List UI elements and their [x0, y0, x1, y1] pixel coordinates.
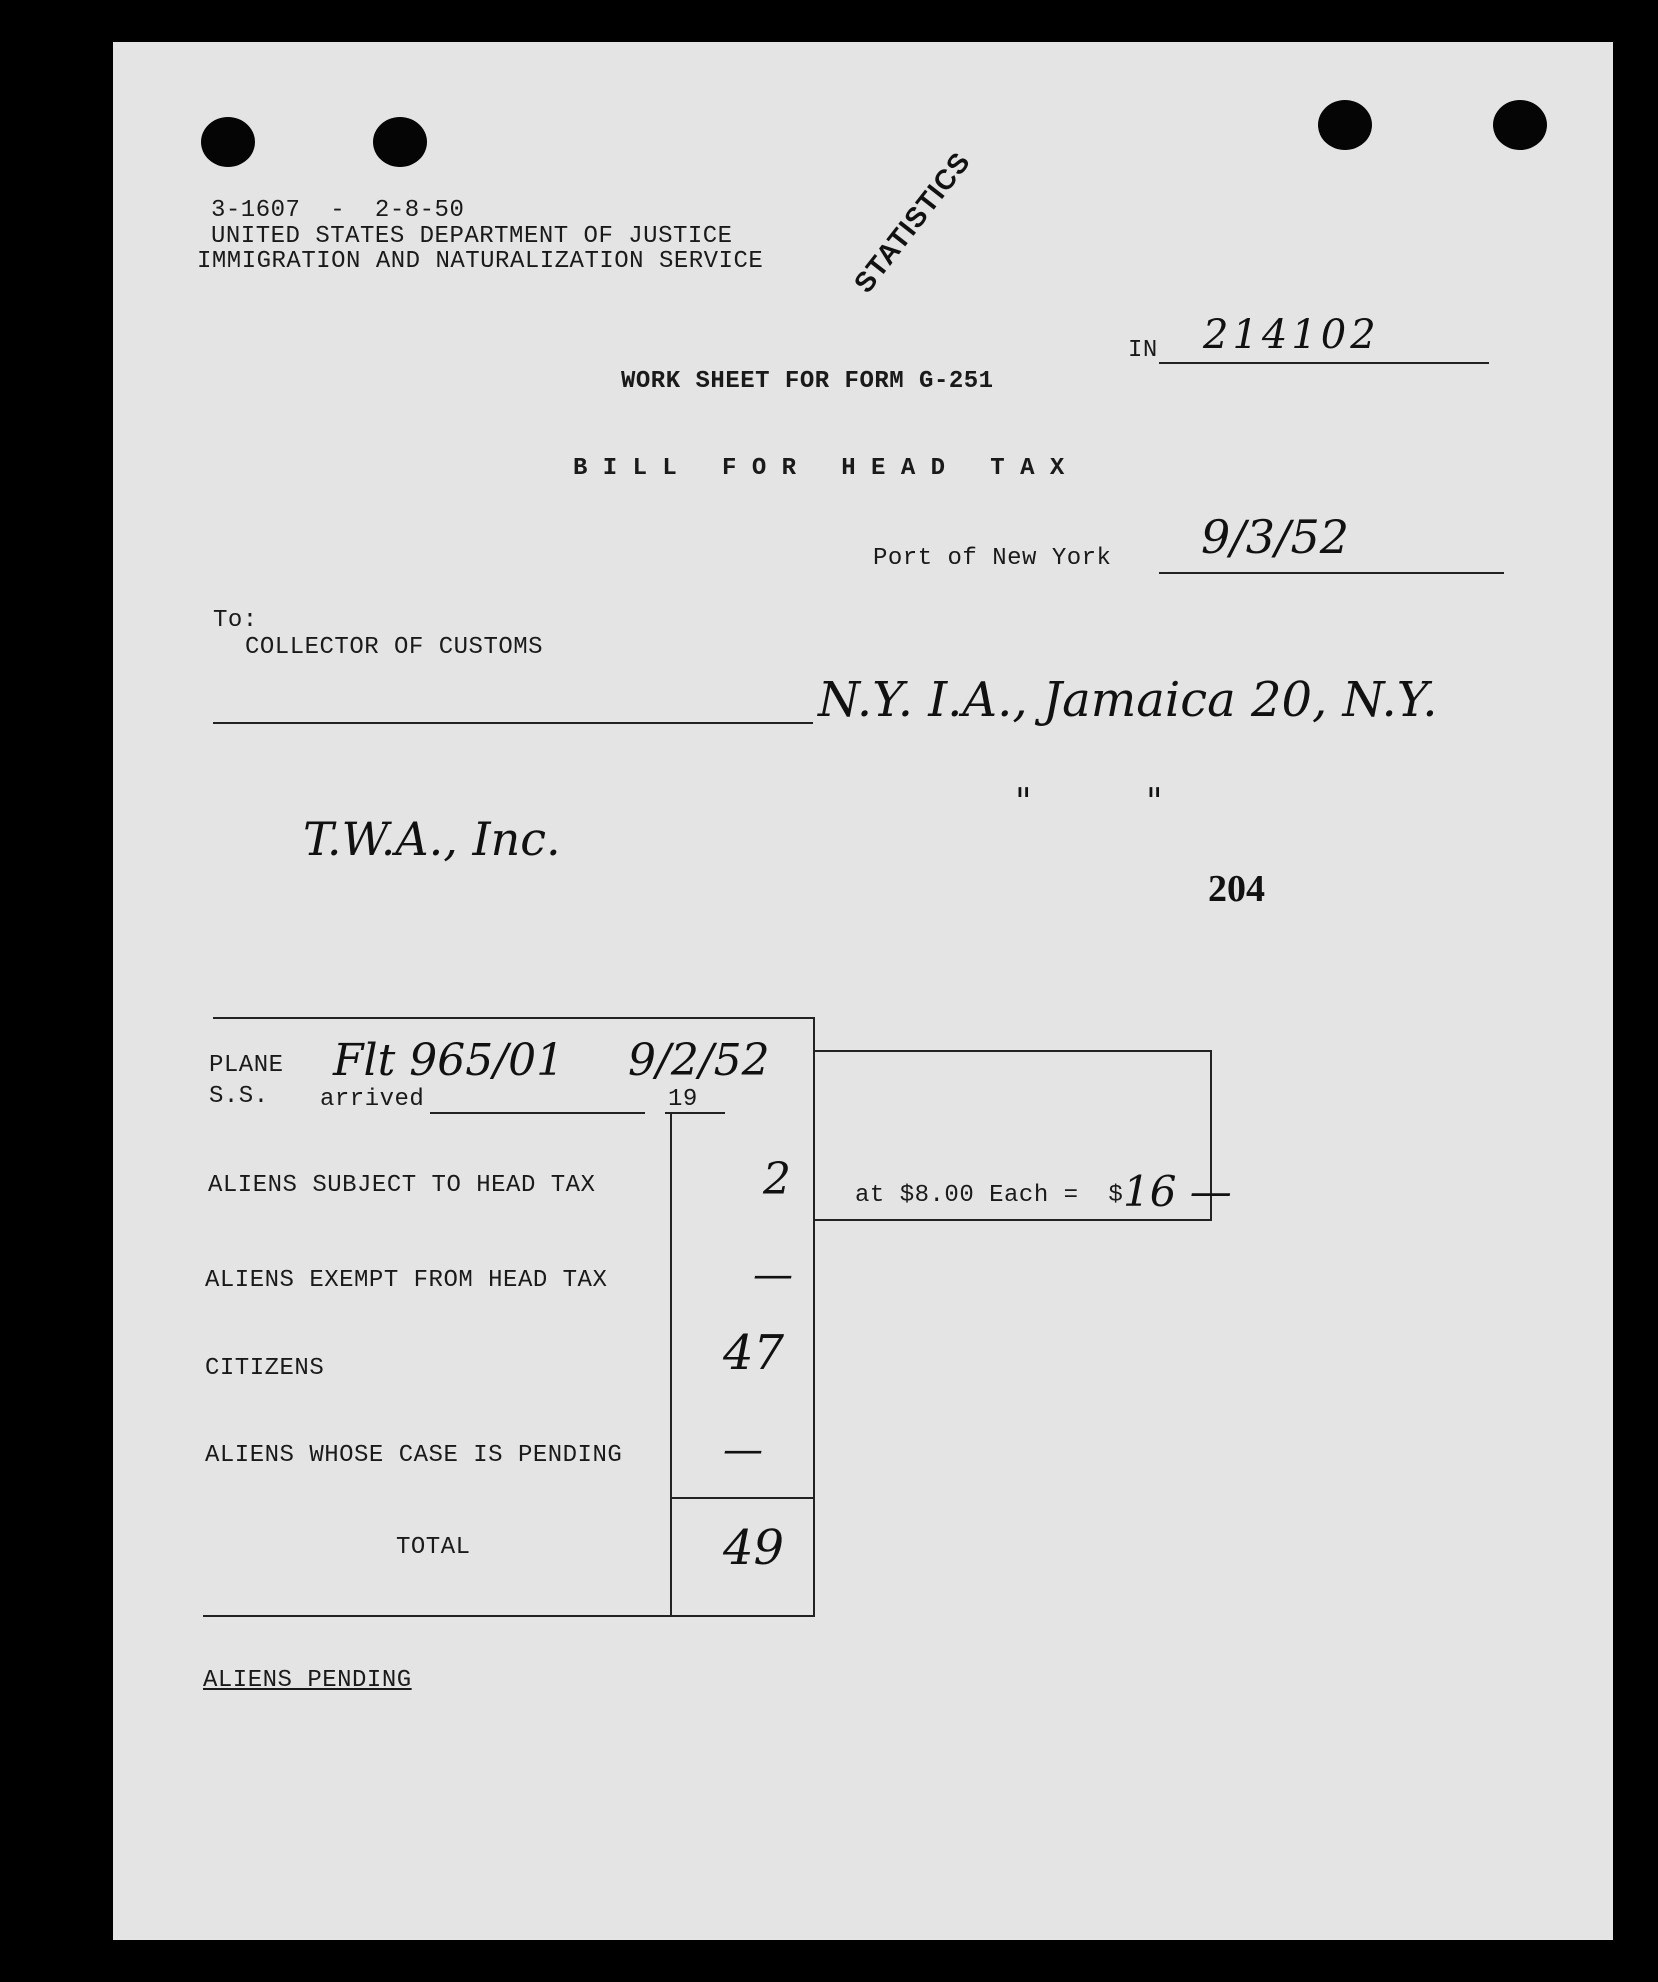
collector-address: N.Y. I.A., Jamaica 20, N.Y. [818, 672, 1438, 728]
punch-hole [373, 117, 427, 167]
punch-hole [1318, 100, 1372, 150]
in-label: IN [1128, 337, 1158, 364]
arrived-underline [430, 1112, 645, 1114]
table-top-line [213, 1017, 813, 1019]
tax-box-top [815, 1050, 1210, 1052]
tax-rate: at $8.00 Each = $ [855, 1182, 1124, 1209]
arrival-date: 9/2/52 [628, 1035, 770, 1086]
row-value-exempt: — [753, 1252, 793, 1298]
row-value-citizens: 47 [723, 1325, 785, 1381]
collector-underline [213, 722, 813, 724]
carrier-name: T.W.A., Inc. [303, 812, 561, 866]
to-label: To: [213, 607, 258, 634]
reference-number: 204 [1208, 868, 1265, 910]
row-label-pending: ALIENS WHOSE CASE IS PENDING [205, 1442, 623, 1469]
in-number: 214102 [1203, 312, 1380, 358]
form-title: WORK SHEET FOR FORM G-251 [621, 368, 994, 395]
value-column-line [670, 1112, 672, 1617]
row-label-subject: ALIENS SUBJECT TO HEAD TAX [208, 1172, 596, 1199]
table-bottom-line [203, 1615, 815, 1617]
plane-label: PLANE [209, 1052, 284, 1079]
in-underline [1159, 362, 1489, 364]
document-page [113, 42, 1613, 1940]
port-date-underline [1159, 572, 1504, 574]
aliens-pending-heading: ALIENS PENDING [203, 1667, 412, 1694]
punch-hole [201, 117, 255, 167]
arrived-label: arrived [320, 1086, 425, 1113]
total-value: 49 [723, 1520, 785, 1576]
flight-number: Flt 965/01 [333, 1035, 565, 1086]
port-label: Port of New York [873, 545, 1112, 572]
form-number: 3-1607 - 2-8-50 [211, 197, 465, 224]
year-prefix: 19 [668, 1086, 698, 1113]
table-right-line [813, 1017, 815, 1617]
collector-label: COLLECTOR OF CUSTOMS [245, 634, 544, 661]
total-label: TOTAL [396, 1534, 471, 1561]
tax-amount: 16 — [1123, 1167, 1232, 1216]
row-value-pending: — [723, 1427, 763, 1473]
ss-label: S.S. [209, 1083, 269, 1110]
tax-box-bottom [815, 1219, 1212, 1221]
row-label-exempt: ALIENS EXEMPT FROM HEAD TAX [205, 1267, 608, 1294]
department-name: UNITED STATES DEPARTMENT OF JUSTICE [211, 223, 733, 250]
bill-title: B I L L F O R H E A D T A X [573, 455, 1065, 482]
row-label-citizens: CITIZENS [205, 1355, 325, 1382]
service-name: IMMIGRATION AND NATURALIZATION SERVICE [197, 248, 764, 275]
total-divider [670, 1497, 813, 1499]
ditto-marks: " " [1015, 782, 1163, 823]
row-value-subject: 2 [763, 1154, 791, 1205]
punch-hole [1493, 100, 1547, 150]
statistics-stamp: STATISTICS [847, 145, 977, 299]
port-date: 9/3/52 [1201, 510, 1350, 564]
